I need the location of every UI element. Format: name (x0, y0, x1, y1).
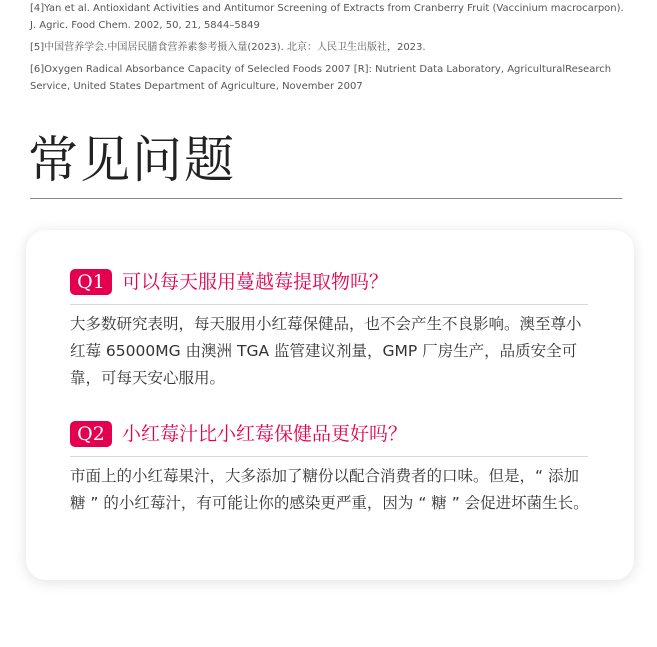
question-divider-1 (70, 304, 588, 305)
references (30, 0, 630, 100)
q2-badge: Q2 (70, 421, 112, 447)
title-divider (30, 198, 622, 199)
question-row-1 (70, 268, 590, 296)
faq-item-2 (70, 420, 590, 517)
answer-2: 市面上的小红莓果汁，大多添加了糖份以配合消费者的口味。但是，“ 添加糖 ” 的小红莓汁，有可能让你的感染更严重，因为 “ 糖 ” 会促进坏菌生长。 (70, 467, 589, 512)
question-2: 小红莓汁比小红莓保健品更好吗？ (122, 423, 408, 445)
faq-item-1 (70, 268, 590, 392)
q1-badge: Q1 (70, 269, 112, 295)
question-divider-2 (70, 456, 588, 457)
question-1: 可以每天服用蔓越莓提取物吗？ (122, 271, 389, 293)
faq-title: 常见问题 (28, 131, 236, 189)
reference-6: [6]Oxygen Radical Absorbance Capacity of Selecled Foods 2007 [R]: Nutrient Data Laboratory, AgriculturalResearch Service, United States Department of Agriculture, November 2007 (30, 64, 612, 92)
question-row-2 (70, 420, 590, 448)
answer-1: 大多数研究表明，每天服用小红莓保健品，也不会产生不良影响。澳至尊小红莓 65000MG 由澳洲 TGA 监管建议剂量，GMP 厂房生产，品质安全可靠，可每天安心服用。 (70, 315, 582, 387)
reference-4: [4]Yan et al. Antioxidant Activities and Antitumor Screening of Extracts from Cranberry Fruit (Vaccinium macrocarpon). J. Agric. Food Chem. 2002, 50, 21, 5844–5849 (30, 3, 624, 31)
reference-5: [5]中国营养学会.中国居民膳食营养素参考摄入量(2023). 北京：人民卫生出版社，2023. (30, 42, 426, 53)
